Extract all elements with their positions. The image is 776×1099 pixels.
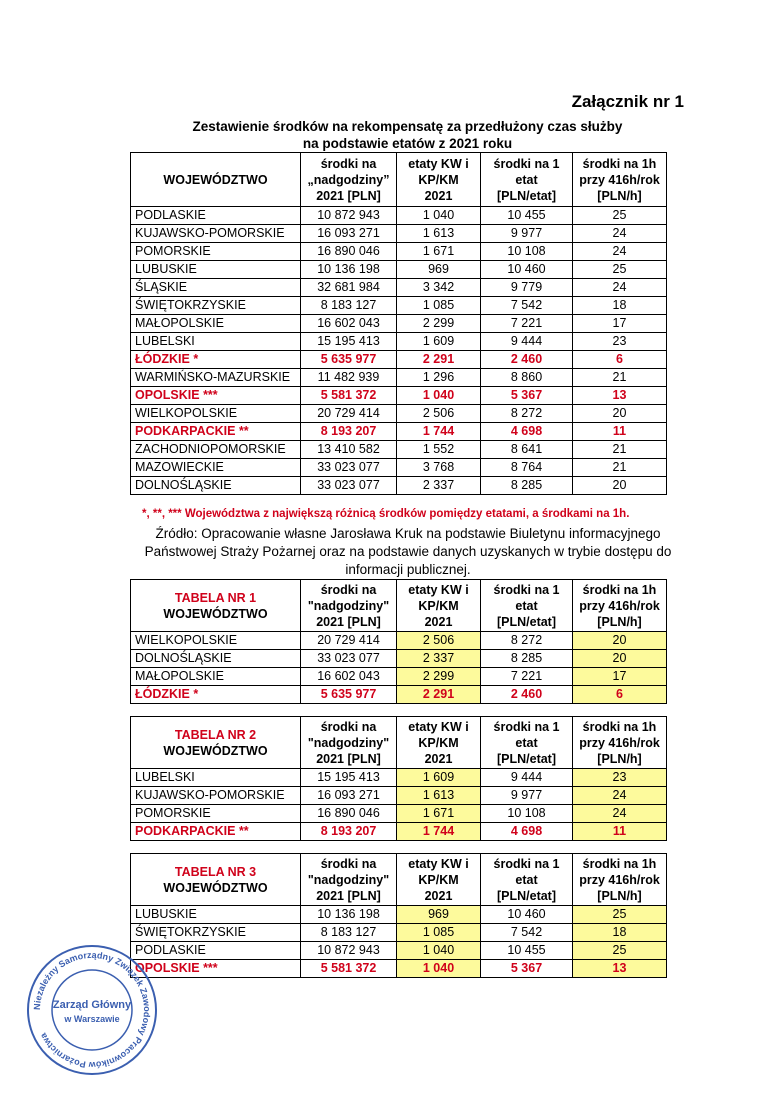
cell-funds: 16 602 043	[301, 315, 397, 333]
cell-posts: 2 506	[397, 632, 481, 650]
cell-per-hour: 21	[573, 459, 667, 477]
cell-per-hour: 18	[573, 297, 667, 315]
cell-posts: 1 040	[397, 960, 481, 978]
table1-row	[131, 650, 667, 668]
cell-funds: 8 183 127	[301, 924, 397, 942]
cell-per-post: 4 698	[481, 423, 573, 441]
cell-per-hour: 25	[573, 207, 667, 225]
cell-funds: 20 729 414	[301, 405, 397, 423]
cell-voivodeship: PODKARPACKIE **	[131, 423, 301, 441]
cell-per-hour: 6	[573, 351, 667, 369]
stamp-center-line-1: Zarząd Główny	[52, 999, 132, 1011]
main_table-row	[131, 387, 667, 405]
cell-posts: 2 299	[397, 668, 481, 686]
cell-per-hour: 23	[573, 769, 667, 787]
cell-per-post: 2 460	[481, 351, 573, 369]
main_table-row	[131, 333, 667, 351]
main_table-row	[131, 279, 667, 297]
cell-per-post: 9 779	[481, 279, 573, 297]
cell-per-post: 8 272	[481, 632, 573, 650]
cell-voivodeship: DOLNOŚLĄSKIE	[131, 650, 301, 668]
table3-row	[131, 960, 667, 978]
cell-per-hour: 25	[573, 942, 667, 960]
cell-funds: 5 635 977	[301, 686, 397, 704]
cell-per-post: 10 455	[481, 207, 573, 225]
main_table-row	[131, 405, 667, 423]
cell-per-hour: 18	[573, 924, 667, 942]
cell-voivodeship: KUJAWSKO-POMORSKIE	[131, 225, 301, 243]
cell-per-post: 8 860	[481, 369, 573, 387]
cell-voivodeship: ZACHODNIOPOMORSKIE	[131, 441, 301, 459]
table-2: TABELA NR 2 WOJEWÓDZTWO środki na "nadgodziny" 2021 [PLN] etaty KW i KP/KM 2021 środki na 1 etat [PLN/etat] środki na 1h przy 416h/rok [PLN/h] LUBELSKI 15 195 413 1 609 9 444 23 KUJAWSKO-POMORSKIE 16 093 271 1 613 9 977 24 POMORSKIE 16 890 046 1 671 10 108 24 PODKARPACKIE ** 8 193 207 1 744 4 698 11	[130, 716, 667, 841]
cell-funds: 10 136 198	[301, 906, 397, 924]
table-1: TABELA NR 1 WOJEWÓDZTWO środki na "nadgodziny" 2021 [PLN] etaty KW i KP/KM 2021 środki na 1 etat [PLN/etat] środki na 1h przy 416h/rok [PLN/h] WIELKOPOLSKIE 20 729 414 2 506 8 272 20 DOLNOŚLĄSKIE 33 023 077 2 337 8 285 20 MAŁOPOLSKIE 16 602 043 2 299 7 221 17 ŁÓDZKIE * 5 635 977 2 291 2 460 6	[130, 579, 667, 704]
cell-funds: 13 410 582	[301, 441, 397, 459]
cell-per-hour: 24	[573, 225, 667, 243]
cell-posts: 1 671	[397, 805, 481, 823]
cell-per-hour: 13	[573, 960, 667, 978]
cell-posts: 1 744	[397, 423, 481, 441]
cell-per-hour: 25	[573, 906, 667, 924]
cell-funds: 10 136 198	[301, 261, 397, 279]
cell-per-hour: 20	[573, 405, 667, 423]
main_table-row	[131, 261, 667, 279]
footnote: *, **, *** Województwa z największą różnicą środków pomiędzy etatami, a środkami na 1h.	[142, 508, 630, 520]
cell-per-hour: 21	[573, 441, 667, 459]
cell-posts: 1 040	[397, 207, 481, 225]
cell-funds: 5 635 977	[301, 351, 397, 369]
table-3-header-name: TABELA NR 3 WOJEWÓDZTWO	[131, 854, 301, 906]
table2-row	[131, 823, 667, 841]
cell-funds: 32 681 984	[301, 279, 397, 297]
cell-per-hour: 17	[573, 315, 667, 333]
cell-funds: 5 581 372	[301, 387, 397, 405]
cell-posts: 1 613	[397, 225, 481, 243]
cell-per-post: 8 641	[481, 441, 573, 459]
cell-voivodeship: OPOLSKIE ***	[131, 387, 301, 405]
table3-row	[131, 924, 667, 942]
table2-row	[131, 805, 667, 823]
cell-posts: 1 040	[397, 387, 481, 405]
table1-row	[131, 632, 667, 650]
cell-posts: 1 609	[397, 333, 481, 351]
table2-row	[131, 769, 667, 787]
cell-posts: 1 085	[397, 297, 481, 315]
cell-per-post: 9 977	[481, 787, 573, 805]
cell-funds: 11 482 939	[301, 369, 397, 387]
cell-funds: 8 193 207	[301, 823, 397, 841]
cell-per-post: 9 444	[481, 769, 573, 787]
table-1-body	[131, 632, 667, 704]
cell-posts: 2 299	[397, 315, 481, 333]
cell-voivodeship: WARMIŃSKO-MAZURSKIE	[131, 369, 301, 387]
cell-per-post: 8 272	[481, 405, 573, 423]
cell-funds: 33 023 077	[301, 459, 397, 477]
cell-voivodeship: ŚLĄSKIE	[131, 279, 301, 297]
cell-per-hour: 11	[573, 423, 667, 441]
cell-funds: 16 890 046	[301, 805, 397, 823]
cell-per-post: 10 460	[481, 261, 573, 279]
table1-row	[131, 668, 667, 686]
cell-voivodeship: OPOLSKIE ***	[131, 960, 301, 978]
cell-funds: 8 183 127	[301, 297, 397, 315]
cell-posts: 1 552	[397, 441, 481, 459]
cell-per-post: 8 285	[481, 477, 573, 495]
cell-posts: 2 291	[397, 686, 481, 704]
cell-per-post: 8 285	[481, 650, 573, 668]
main_table-row	[131, 441, 667, 459]
cell-voivodeship: WIELKOPOLSKIE	[131, 632, 301, 650]
cell-per-hour: 21	[573, 369, 667, 387]
main_table-row	[131, 225, 667, 243]
header-posts: etaty KW i KP/KM 2021	[397, 153, 481, 207]
table2-row	[131, 787, 667, 805]
cell-per-hour: 17	[573, 668, 667, 686]
cell-posts: 969	[397, 261, 481, 279]
header-per-hour: środki na 1h przy 416h/rok [PLN/h]	[573, 153, 667, 207]
cell-voivodeship: PODLASKIE	[131, 942, 301, 960]
cell-per-post: 7 221	[481, 315, 573, 333]
cell-posts: 2 337	[397, 650, 481, 668]
main_table-row	[131, 207, 667, 225]
cell-funds: 10 872 943	[301, 942, 397, 960]
cell-per-post: 9 444	[481, 333, 573, 351]
stamp-seal-icon	[24, 942, 160, 1078]
cell-funds: 16 890 046	[301, 243, 397, 261]
cell-per-hour: 24	[573, 787, 667, 805]
cell-voivodeship: PODKARPACKIE **	[131, 823, 301, 841]
main_table-row	[131, 477, 667, 495]
cell-funds: 16 093 271	[301, 225, 397, 243]
main_table-row	[131, 423, 667, 441]
cell-per-hour: 24	[573, 243, 667, 261]
official-stamp	[24, 942, 160, 1078]
cell-voivodeship: LUBUSKIE	[131, 906, 301, 924]
source-note: Źródło: Opracowanie własne Jarosława Kruk na podstawie Biuletynu informacyjnego Państwowej Straży Pożarnej oraz na podstawie danych uzyskanych w trybie dostępu do informacji publicznej.	[144, 526, 672, 577]
cell-per-post: 4 698	[481, 823, 573, 841]
cell-funds: 20 729 414	[301, 632, 397, 650]
title-line-2: na podstawie etatów z 2021 roku	[302, 136, 513, 151]
cell-voivodeship: DOLNOŚLĄSKIE	[131, 477, 301, 495]
cell-voivodeship: POMORSKIE	[131, 805, 301, 823]
cell-per-hour: 20	[573, 477, 667, 495]
cell-posts: 1 609	[397, 769, 481, 787]
cell-per-hour: 20	[573, 632, 667, 650]
cell-per-post: 7 221	[481, 668, 573, 686]
cell-posts: 2 291	[397, 351, 481, 369]
cell-funds: 5 581 372	[301, 960, 397, 978]
cell-voivodeship: MAZOWIECKIE	[131, 459, 301, 477]
cell-voivodeship: ŚWIĘTOKRZYSKIE	[131, 297, 301, 315]
header-funds: środki na „nadgodziny” 2021 [PLN]	[301, 153, 397, 207]
cell-funds: 8 193 207	[301, 423, 397, 441]
cell-per-post: 7 542	[481, 297, 573, 315]
cell-per-hour: 24	[573, 279, 667, 297]
cell-per-post: 10 108	[481, 243, 573, 261]
cell-funds: 33 023 077	[301, 477, 397, 495]
cell-voivodeship: LUBELSKI	[131, 333, 301, 351]
cell-posts: 3 768	[397, 459, 481, 477]
cell-voivodeship: WIELKOPOLSKIE	[131, 405, 301, 423]
cell-per-hour: 13	[573, 387, 667, 405]
table-1-header-name: TABELA NR 1 WOJEWÓDZTWO	[131, 580, 301, 632]
table-2-body	[131, 769, 667, 841]
main_table-row	[131, 459, 667, 477]
main_table-row	[131, 369, 667, 387]
attachment-label: Załącznik nr 1	[571, 92, 684, 111]
cell-voivodeship: LUBELSKI	[131, 769, 301, 787]
stamp-outer-text: Niezależny Samorządny Związek Zawodowy Pracowników Pożarnictwa	[31, 949, 153, 1071]
table-3-body	[131, 906, 667, 978]
cell-posts: 1 671	[397, 243, 481, 261]
cell-per-hour: 25	[573, 261, 667, 279]
cell-funds: 16 093 271	[301, 787, 397, 805]
main_table-row	[131, 297, 667, 315]
cell-voivodeship: KUJAWSKO-POMORSKIE	[131, 787, 301, 805]
cell-per-post: 2 460	[481, 686, 573, 704]
cell-posts: 1 744	[397, 823, 481, 841]
cell-voivodeship: LUBUSKIE	[131, 261, 301, 279]
table1-row	[131, 686, 667, 704]
table3-row	[131, 906, 667, 924]
cell-per-post: 5 367	[481, 960, 573, 978]
cell-per-hour: 23	[573, 333, 667, 351]
cell-funds: 15 195 413	[301, 333, 397, 351]
cell-voivodeship: MAŁOPOLSKIE	[131, 315, 301, 333]
cell-voivodeship: MAŁOPOLSKIE	[131, 668, 301, 686]
cell-posts: 2 506	[397, 405, 481, 423]
cell-posts: 969	[397, 906, 481, 924]
cell-per-post: 5 367	[481, 387, 573, 405]
cell-funds: 15 195 413	[301, 769, 397, 787]
cell-funds: 33 023 077	[301, 650, 397, 668]
stamp-center-line-2: w Warszawie	[64, 1014, 120, 1024]
cell-voivodeship: PODLASKIE	[131, 207, 301, 225]
main_table-row	[131, 351, 667, 369]
cell-funds: 10 872 943	[301, 207, 397, 225]
cell-per-post: 10 455	[481, 942, 573, 960]
main_table-row	[131, 243, 667, 261]
cell-posts: 1 040	[397, 942, 481, 960]
cell-voivodeship: ŚWIĘTOKRZYSKIE	[131, 924, 301, 942]
cell-posts: 1 296	[397, 369, 481, 387]
cell-per-hour: 6	[573, 686, 667, 704]
cell-posts: 2 337	[397, 477, 481, 495]
cell-per-hour: 20	[573, 650, 667, 668]
table-2-header-name: TABELA NR 2 WOJEWÓDZTWO	[131, 717, 301, 769]
title-line-1: Zestawienie środków na rekompensatę za przedłużony czas służby	[192, 119, 623, 134]
document-title	[130, 118, 685, 152]
cell-posts: 3 342	[397, 279, 481, 297]
cell-per-post: 10 108	[481, 805, 573, 823]
header-per-post: środki na 1 etat [PLN/etat]	[481, 153, 573, 207]
cell-voivodeship: ŁÓDZKIE *	[131, 686, 301, 704]
cell-per-post: 8 764	[481, 459, 573, 477]
cell-per-post: 7 542	[481, 924, 573, 942]
main-table	[130, 152, 667, 495]
header-voivodeship: WOJEWÓDZTWO	[131, 153, 301, 207]
cell-per-hour: 11	[573, 823, 667, 841]
cell-per-post: 10 460	[481, 906, 573, 924]
cell-funds: 16 602 043	[301, 668, 397, 686]
cell-per-hour: 24	[573, 805, 667, 823]
cell-voivodeship: ŁÓDZKIE *	[131, 351, 301, 369]
table3-row	[131, 942, 667, 960]
cell-posts: 1 085	[397, 924, 481, 942]
cell-posts: 1 613	[397, 787, 481, 805]
cell-per-post: 9 977	[481, 225, 573, 243]
main_table-row	[131, 315, 667, 333]
cell-voivodeship: POMORSKIE	[131, 243, 301, 261]
table-3: TABELA NR 3 WOJEWÓDZTWO środki na "nadgodziny" 2021 [PLN] etaty KW i KP/KM 2021 środki na 1 etat [PLN/etat] środki na 1h przy 416h/rok [PLN/h] LUBUSKIE 10 136 198 969 10 460 25 ŚWIĘTOKRZYSKIE 8 183 127 1 085 7 542 18 PODLASKIE 10 872 943 1 040 10 455 25 OPOLSKIE *** 5 581 372 1 040 5 367 13	[130, 853, 667, 978]
main-table-body	[131, 207, 667, 495]
